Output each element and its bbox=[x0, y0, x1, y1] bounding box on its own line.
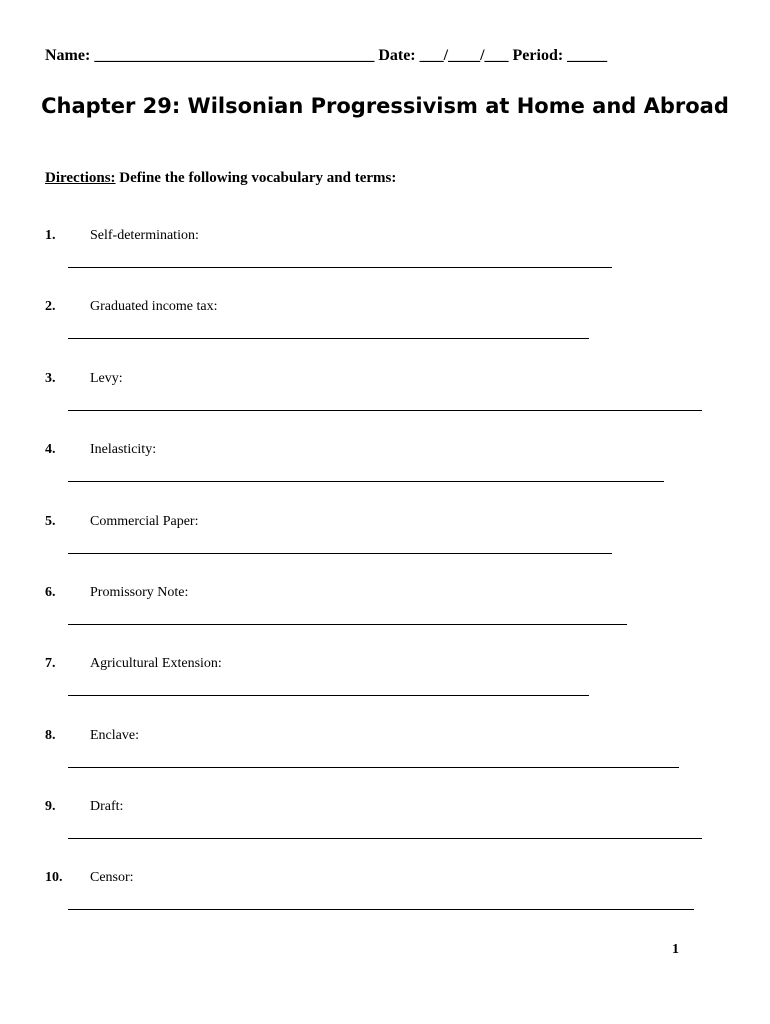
item-number: 8. bbox=[45, 728, 56, 743]
directions-label: Directions: bbox=[45, 170, 116, 186]
vocab-item-7 bbox=[0, 656, 770, 728]
vocab-item-8 bbox=[0, 728, 770, 800]
item-term: Levy: bbox=[90, 371, 123, 386]
answer-line[interactable] bbox=[68, 767, 679, 768]
answer-line[interactable] bbox=[68, 909, 694, 910]
item-term: Inelasticity: bbox=[90, 442, 157, 457]
answer-line[interactable] bbox=[68, 267, 612, 268]
item-number: 2. bbox=[45, 299, 56, 314]
directions-text: Define the following vocabulary and terms: bbox=[115, 170, 397, 186]
page-title: Chapter 29: Wilsonian Progressivism at Home and Abroad bbox=[41, 94, 729, 118]
item-number: 4. bbox=[45, 442, 56, 457]
item-term: Censor: bbox=[90, 870, 134, 885]
item-term: Draft: bbox=[90, 799, 124, 814]
answer-line[interactable] bbox=[68, 338, 589, 339]
name-date-period-line: Name: ___________________________________ Date: ___/____/___ Period: _____ bbox=[45, 47, 608, 64]
vocab-item-9 bbox=[0, 799, 770, 871]
directions bbox=[45, 170, 396, 187]
item-number: 5. bbox=[45, 514, 56, 529]
answer-line[interactable] bbox=[68, 624, 627, 625]
vocab-item-5 bbox=[0, 514, 770, 586]
item-number: 9. bbox=[45, 799, 56, 814]
item-number: 10. bbox=[45, 870, 63, 885]
vocab-item-6 bbox=[0, 585, 770, 657]
vocab-item-2 bbox=[0, 299, 770, 371]
item-term: Promissory Note: bbox=[90, 585, 189, 600]
item-number: 3. bbox=[45, 371, 56, 386]
answer-line[interactable] bbox=[68, 410, 702, 411]
item-number: 1. bbox=[45, 228, 56, 243]
answer-line[interactable] bbox=[68, 838, 702, 839]
answer-line[interactable] bbox=[68, 695, 589, 696]
vocab-item-3 bbox=[0, 371, 770, 443]
item-term: Self-determination: bbox=[90, 228, 199, 243]
item-number: 7. bbox=[45, 656, 56, 671]
vocab-item-4 bbox=[0, 442, 770, 514]
answer-line[interactable] bbox=[68, 481, 664, 482]
answer-line[interactable] bbox=[68, 553, 612, 554]
item-term: Enclave: bbox=[90, 728, 139, 743]
vocab-item-10 bbox=[0, 870, 770, 942]
item-term: Commercial Paper: bbox=[90, 514, 199, 529]
page-number: 1 bbox=[672, 942, 679, 957]
item-term: Graduated income tax: bbox=[90, 299, 218, 314]
item-term: Agricultural Extension: bbox=[90, 656, 222, 671]
item-number: 6. bbox=[45, 585, 56, 600]
vocab-item-1 bbox=[0, 228, 770, 300]
